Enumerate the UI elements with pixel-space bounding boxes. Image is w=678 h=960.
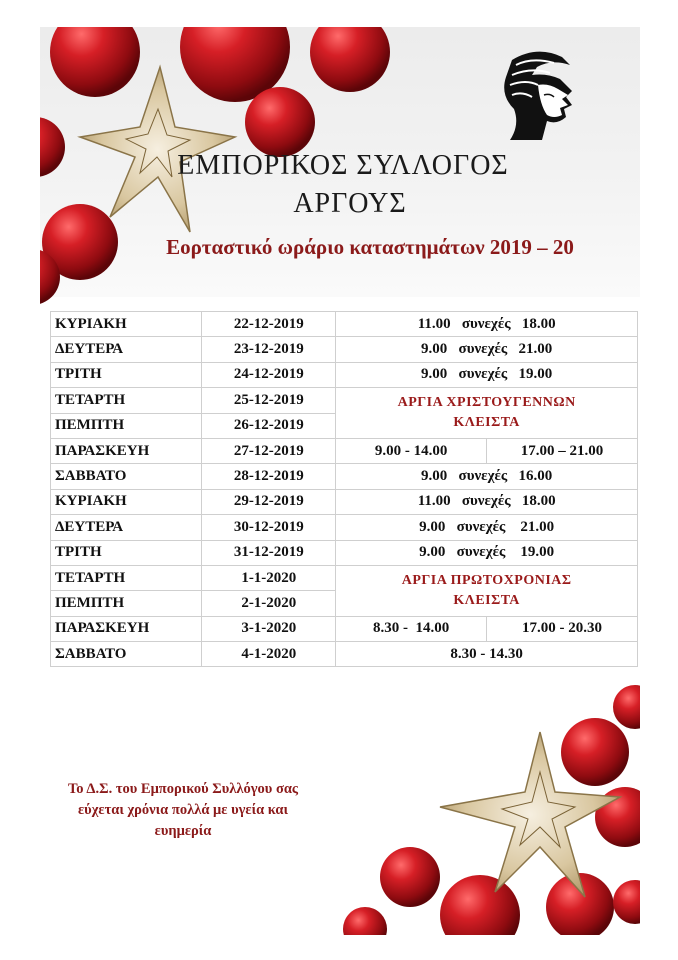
flyer-page — [40, 27, 640, 935]
day-cell: ΣΑΒΒΑΤΟ — [51, 464, 202, 489]
newyear-holiday-label: ΑΡΓΙΑ ΠΡΩΤΟΧΡΟΝΙΑΣ — [401, 572, 572, 588]
day-cell: ΤΡΙΤΗ — [51, 540, 202, 565]
day-cell: ΤΕΤΑΡΤΗ — [51, 565, 202, 590]
hours-cell: 9.00 συνεχές 19.00 — [336, 540, 638, 565]
day-cell: ΠΕΜΠΤΗ — [51, 413, 202, 438]
association-name-line1: ΕΜΠΟΡΙΚΟΣ ΣΥΛΛΟΓΟΣ — [177, 150, 509, 181]
day-cell: ΤΡΙΤΗ — [51, 362, 202, 387]
table-row — [51, 464, 638, 489]
holiday-hours-table — [50, 311, 638, 667]
day-cell: ΣΑΒΒΑΤΟ — [51, 642, 202, 667]
greeting-line2: εύχεται χρόνια πολλά με υγεία και — [77, 802, 289, 818]
day-cell: ΠΑΡΑΣΚΕΥΗ — [51, 616, 202, 641]
date-cell: 22-12-2019 — [202, 312, 336, 337]
table-row — [51, 565, 638, 590]
date-cell: 29-12-2019 — [202, 489, 336, 514]
christmas-holiday-label: ΑΡΓΙΑ ΧΡΙΣΤΟΥΓΕΝΝΩΝ — [397, 395, 576, 411]
date-cell: 1-1-2020 — [202, 565, 336, 590]
date-cell: 24-12-2019 — [202, 362, 336, 387]
table-row — [51, 438, 638, 463]
association-name — [40, 149, 640, 221]
hours-cell: 9.00 συνεχές 16.00 — [336, 464, 638, 489]
date-cell: 3-1-2020 — [202, 616, 336, 641]
newyear-closed-cell — [336, 565, 638, 616]
day-cell: ΔΕΥΤΕΡΑ — [51, 337, 202, 362]
association-logo-head-icon — [492, 45, 582, 145]
date-cell: 25-12-2019 — [202, 388, 336, 413]
season-greeting — [58, 779, 308, 842]
date-cell: 23-12-2019 — [202, 337, 336, 362]
greeting-line1: Το Δ.Σ. του Εμπορικού Συλλόγου σας — [67, 781, 299, 797]
day-cell: ΤΕΤΑΡΤΗ — [51, 388, 202, 413]
table-row — [51, 489, 638, 514]
day-cell: ΔΕΥΤΕΡΑ — [51, 515, 202, 540]
date-cell: 27-12-2019 — [202, 438, 336, 463]
hours-cell: 8.30 - 14.30 — [336, 642, 638, 667]
association-name-line2: ΑΡΓΟΥΣ — [293, 188, 407, 219]
evening-hours-cell: 17.00 – 21.00 — [486, 438, 637, 463]
day-cell: ΚΥΡΙΑΚΗ — [51, 489, 202, 514]
table-row — [51, 642, 638, 667]
hours-cell: 9.00 συνεχές 19.00 — [336, 362, 638, 387]
table-row — [51, 616, 638, 641]
newyear-closed-label: ΚΛΕΙΣΤΑ — [453, 592, 520, 608]
greeting-line3: ευημερία — [154, 823, 212, 839]
date-cell: 28-12-2019 — [202, 464, 336, 489]
table-row — [51, 362, 638, 387]
day-cell: ΚΥΡΙΑΚΗ — [51, 312, 202, 337]
date-cell: 4-1-2020 — [202, 642, 336, 667]
table-row — [51, 515, 638, 540]
hours-cell: 11.00 συνεχές 18.00 — [336, 489, 638, 514]
christmas-closed-cell — [336, 388, 638, 439]
date-cell: 30-12-2019 — [202, 515, 336, 540]
table-row — [51, 540, 638, 565]
morning-hours-cell: 8.30 - 14.00 — [336, 616, 487, 641]
table-row — [51, 312, 638, 337]
day-cell: ΠΕΜΠΤΗ — [51, 591, 202, 616]
hours-cell: 9.00 συνεχές 21.00 — [336, 337, 638, 362]
hours-cell: 11.00 συνεχές 18.00 — [336, 312, 638, 337]
morning-hours-cell: 9.00 - 14.00 — [336, 438, 487, 463]
day-cell: ΠΑΡΑΣΚΕΥΗ — [51, 438, 202, 463]
table-row — [51, 337, 638, 362]
schedule-title: Εορταστικό ωράριο καταστημάτων 2019 – 20 — [166, 235, 574, 259]
date-cell: 26-12-2019 — [202, 413, 336, 438]
date-cell: 2-1-2020 — [202, 591, 336, 616]
date-cell: 31-12-2019 — [202, 540, 336, 565]
hours-cell: 9.00 συνεχές 21.00 — [336, 515, 638, 540]
table-row — [51, 388, 638, 413]
christmas-closed-label: ΚΛΕΙΣΤΑ — [453, 415, 520, 431]
evening-hours-cell: 17.00 - 20.30 — [486, 616, 637, 641]
